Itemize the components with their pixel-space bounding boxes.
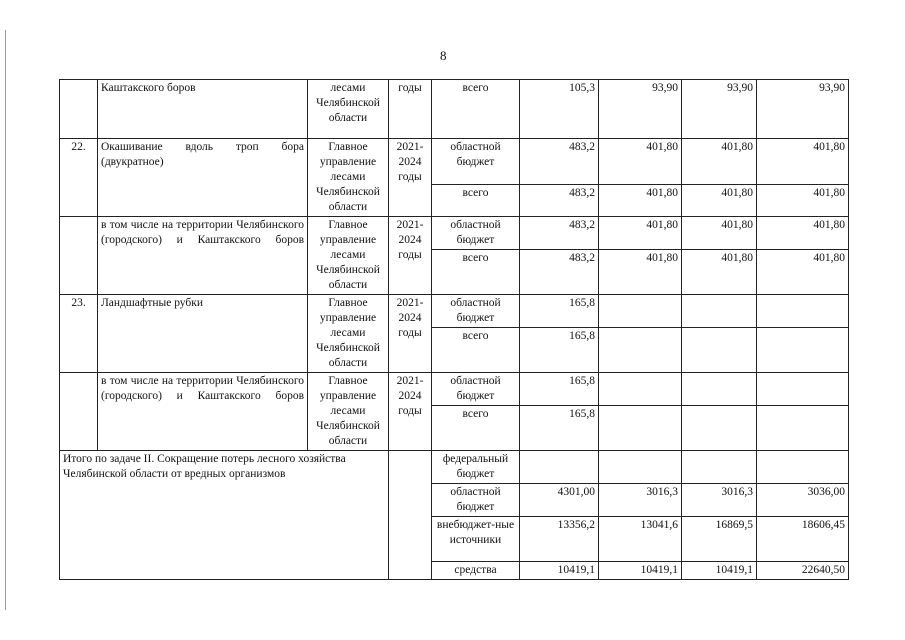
- cell-value-1: 165,8: [520, 373, 599, 406]
- cell-value-1: 483,2: [520, 217, 599, 250]
- cell-num: [60, 217, 98, 295]
- cell-source: всего: [432, 406, 520, 451]
- cell-value-4: 3036,00: [757, 484, 849, 517]
- cell-total-description: Итого по задаче II. Сокращение потерь лесного хозяйства Челябинской области от вредных организмов: [60, 451, 389, 580]
- cell-period: 2021-2024 годы: [389, 217, 432, 295]
- cell-value-1: 10419,1: [520, 562, 599, 580]
- cell-value-2: [599, 373, 682, 406]
- table-row-22-budget: [60, 139, 849, 185]
- cell-period: 2021-2024 годы: [389, 373, 432, 451]
- cell-value-2: 401,80: [599, 250, 682, 295]
- cell-value-3: [682, 373, 757, 406]
- cell-value-4: 401,80: [757, 217, 849, 250]
- cell-value-4: 401,80: [757, 250, 849, 295]
- cell-value-3: [682, 328, 757, 373]
- cell-value-4: 401,80: [757, 185, 849, 217]
- cell-description: в том числе на территории Челябинского (городского) и Каштакского боров: [98, 217, 308, 295]
- cell-value-2: 401,80: [599, 185, 682, 217]
- cell-source: областной бюджет: [432, 217, 520, 250]
- cell-value-3: 401,80: [682, 185, 757, 217]
- cell-value-1: 4301,00: [520, 484, 599, 517]
- table-row-22-sub-budget: [60, 217, 849, 250]
- cell-value-3: 401,80: [682, 139, 757, 185]
- cell-value-2: [599, 406, 682, 451]
- page-number: 8: [440, 48, 447, 63]
- cell-value-4: 18606,45: [757, 517, 849, 562]
- cell-period: [389, 451, 432, 580]
- cell-period: 2021-2024 годы: [389, 139, 432, 217]
- cell-value-3: [682, 406, 757, 451]
- cell-value-1: 483,2: [520, 250, 599, 295]
- cell-source: всего: [432, 250, 520, 295]
- cell-source: внебюджет-ные источники: [432, 517, 520, 562]
- cell-value-4: 401,80: [757, 139, 849, 185]
- cell-value-3: [682, 451, 757, 484]
- cell-source: федеральный бюджет: [432, 451, 520, 484]
- table-row-total-federal: [60, 451, 849, 484]
- cell-value-3: 401,80: [682, 217, 757, 250]
- page-left-edge: [5, 30, 6, 610]
- budget-table: [59, 79, 849, 580]
- cell-value-4: [757, 451, 849, 484]
- cell-source: всего: [432, 80, 520, 139]
- cell-period: годы: [389, 80, 432, 139]
- cell-num: 22.: [60, 139, 98, 217]
- cell-executor: Главное управление лесами Челябинской области: [308, 295, 389, 373]
- cell-executor: Главное управление лесами Челябинской области: [308, 217, 389, 295]
- cell-executor: лесами Челябинской области: [308, 80, 389, 139]
- cell-value-2: [599, 451, 682, 484]
- cell-num: 23.: [60, 295, 98, 373]
- cell-source: всего: [432, 185, 520, 217]
- cell-source: всего: [432, 328, 520, 373]
- cell-value-1: 165,8: [520, 406, 599, 451]
- cell-value-3: 16869,5: [682, 517, 757, 562]
- cell-value-2: 10419,1: [599, 562, 682, 580]
- cell-value-1: 105,3: [520, 80, 599, 139]
- cell-executor: Главное управление лесами Челябинской области: [308, 373, 389, 451]
- cell-value-2: [599, 295, 682, 328]
- cell-value-4: [757, 328, 849, 373]
- cell-value-2: 93,90: [599, 80, 682, 139]
- cell-description: в том числе на территории Челябинского (городского) и Каштакского боров: [98, 373, 308, 451]
- cell-value-4: [757, 373, 849, 406]
- cell-period: 2021-2024 годы: [389, 295, 432, 373]
- cell-value-3: 10419,1: [682, 562, 757, 580]
- cell-source: областной бюджет: [432, 295, 520, 328]
- cell-value-3: 93,90: [682, 80, 757, 139]
- cell-value-2: [599, 328, 682, 373]
- cell-value-4: [757, 295, 849, 328]
- cell-source: областной бюджет: [432, 373, 520, 406]
- cell-value-1: 483,2: [520, 185, 599, 217]
- cell-value-2: 13041,6: [599, 517, 682, 562]
- cell-num: [60, 80, 98, 139]
- cell-num: [60, 373, 98, 451]
- cell-value-2: 401,80: [599, 139, 682, 185]
- cell-value-2: 3016,3: [599, 484, 682, 517]
- cell-value-1: [520, 451, 599, 484]
- cell-value-1: 13356,2: [520, 517, 599, 562]
- cell-value-2: 401,80: [599, 217, 682, 250]
- cell-value-1: 165,8: [520, 295, 599, 328]
- cell-value-4: [757, 406, 849, 451]
- cell-value-4: 93,90: [757, 80, 849, 139]
- cell-description: Ландшафтные рубки: [98, 295, 308, 373]
- cell-source: областной бюджет: [432, 139, 520, 185]
- table-row-23-budget: [60, 295, 849, 328]
- cell-value-3: 3016,3: [682, 484, 757, 517]
- cell-description: Окашивание вдоль троп бора (двукратное): [98, 139, 308, 217]
- cell-value-1: 165,8: [520, 328, 599, 373]
- cell-description: Каштакского боров: [98, 80, 308, 139]
- table-row-continuation: [60, 80, 849, 139]
- cell-source: средства: [432, 562, 520, 580]
- cell-value-4: 22640,50: [757, 562, 849, 580]
- cell-source: областной бюджет: [432, 484, 520, 517]
- cell-executor: Главное управление лесами Челябинской области: [308, 139, 389, 217]
- cell-value-1: 483,2: [520, 139, 599, 185]
- cell-value-3: 401,80: [682, 250, 757, 295]
- table-row-23-sub-budget: [60, 373, 849, 406]
- cell-value-3: [682, 295, 757, 328]
